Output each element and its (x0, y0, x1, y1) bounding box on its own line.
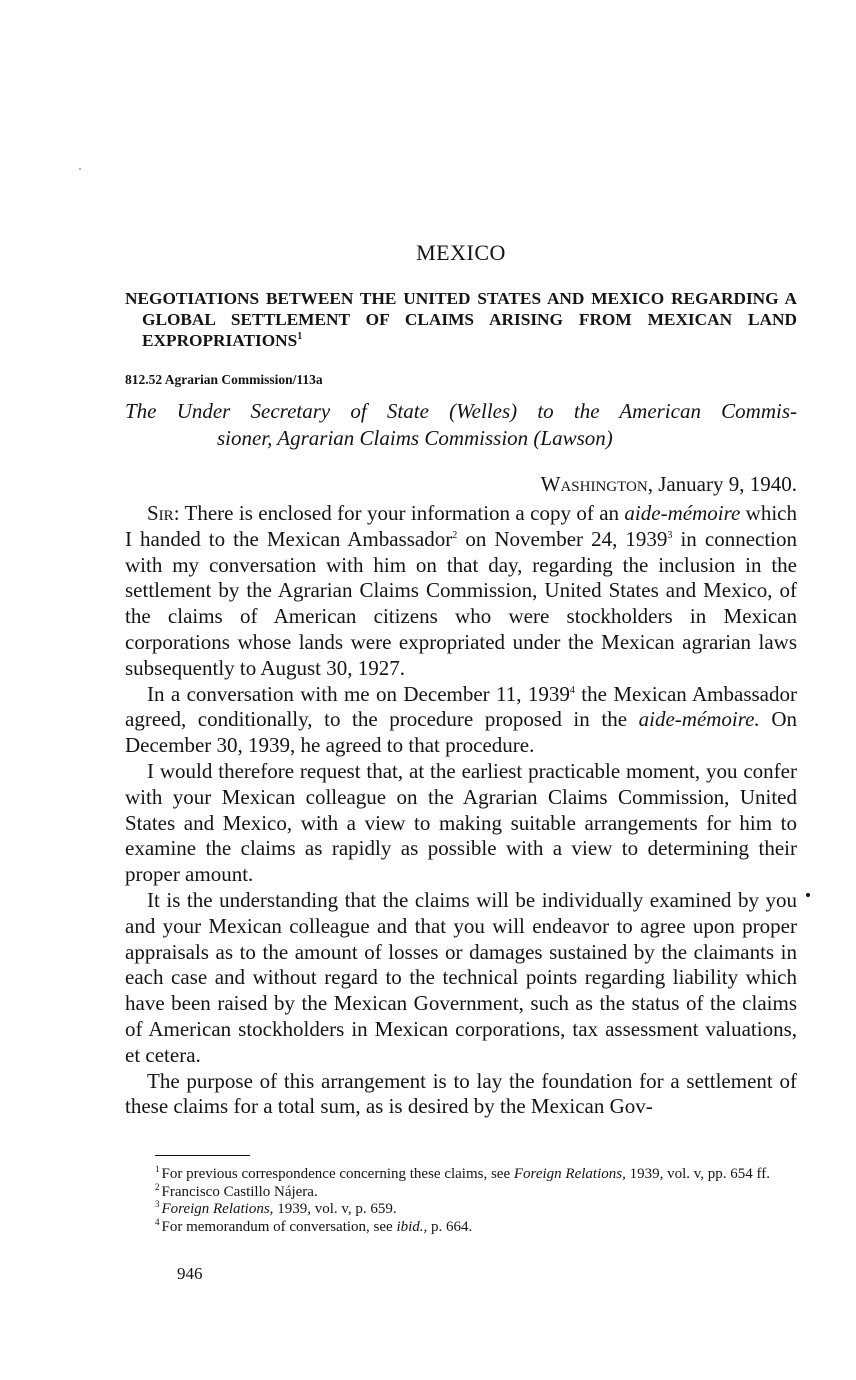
paragraph-2-text-a: In a conversation with me on December 11, 1939 (147, 681, 570, 706)
document-page (125, 0, 797, 1380)
footnote-ref-2: 2 (452, 529, 458, 541)
paragraph-1-text-c: on November 24, 1939 (457, 526, 668, 551)
footnote-1 (125, 1166, 797, 1184)
footnote-1-number: 1 (155, 1164, 160, 1174)
footnote-ref-3: 3 (667, 529, 673, 541)
margin-ink-dot (806, 893, 810, 897)
footnote-4-text-b: p. 664. (427, 1218, 473, 1235)
footnote-ref-1: 1 (297, 331, 303, 343)
paragraph-2 (125, 682, 797, 759)
footnote-1-citation: Foreign Relations, (513, 1166, 626, 1182)
paragraph-2-text-c: On December 30, 1939, he agreed to that procedure. (125, 707, 797, 758)
aide-memoire-term-2b: mémoire. (681, 707, 760, 732)
dateline (541, 472, 797, 497)
dateline-date: , January 9, 1940. (647, 472, 797, 496)
file-number: 812.52 Agrarian Commission/113a (125, 372, 323, 387)
footnote-3-citation: Foreign Relations, (161, 1201, 274, 1217)
aide-memoire-term-1b: mémoire (667, 501, 741, 525)
footnote-3 (125, 1201, 797, 1219)
paragraph-1 (125, 501, 797, 682)
salutation: Sir (147, 501, 174, 525)
footnote-4-number: 4 (155, 1216, 160, 1227)
dateline-place: Washington (540, 472, 648, 496)
footnote-3-text-b: 1939, vol. v, p. 659. (273, 1201, 397, 1217)
footnote-4-citation: ibid., (396, 1218, 428, 1235)
paragraph-5: The purpose of this arrangement is to lay the foundation for a settlement of these claims for a total sum, as is desired by the Mexican Gov- (125, 1068, 797, 1119)
footnote-3-number: 3 (155, 1199, 160, 1209)
footnote-1-text-b: 1939, vol. v, pp. 654 ff. (625, 1166, 770, 1182)
section-heading (125, 288, 797, 351)
footnote-2 (125, 1181, 797, 1202)
document-title (125, 398, 797, 452)
footnotes (125, 1166, 797, 1236)
paragraph-1-text-d: in connection with my conversation with him on that day, regarding the inclusion in the settlement by the Agrarian Claims Commission, United States and Mexico, of the claims of American citizens who were stockholders in Mexican corporations whose lands were expropriated under the Mexican agrarian laws subsequently to August 30, 1927. (125, 526, 798, 680)
paragraph-1-text-b: which I handed to the Mexican Ambassador (125, 501, 797, 551)
aide-memoire-term-1a: aide- (624, 501, 668, 525)
section-heading-text: NEGOTIATIONS BETWEEN THE UNITED STATES AND MEXICO REGARDING A GLOBAL SETTLEMENT OF CLAIMS ARISING FROM MEXICAN LAND EXPROPRIATIONS (125, 289, 797, 350)
footnote-1-text-a: For previous correspondence concerning these claims, see (161, 1166, 514, 1182)
country-heading: MEXICO (416, 240, 506, 265)
document-title-line-1: The Under Secretary of State (Welles) to the American Commis- (125, 399, 797, 423)
footnote-4 (125, 1216, 797, 1237)
paragraph-3: I would therefore request that, at the earliest practicable moment, you confer with your Mexican colleague on the Agrarian Claims Commission, United States and Mexico, with a view to making suitable arrangements for him to examine the claims as rapidly as possible with a view to determining their proper amount. (125, 758, 797, 887)
aide-memoire-term-2a: aide- (638, 707, 682, 732)
paragraph-4: It is the understanding that the claims will be individually examined by you and your Mexican colleague and that you will endeavor to agree upon proper appraisals as to the amount of losses or damages sustained by the claimants in each case and without regard to the technical points regarding liability which have been raised by the Mexican Government, such as the status of the claims of American stockholders in Mexican corporations, tax assessment valuations, et cetera. (125, 887, 797, 1067)
letter-body (125, 501, 797, 1120)
footnote-4-text-a: For memorandum of conversation, see (161, 1218, 397, 1235)
document-title-line-2: sioner, Agrarian Claims Commission (Lawson) (217, 426, 613, 450)
paragraph-1-text-a: : There is enclosed for your information a copy of an (173, 501, 625, 525)
footnote-rule (155, 1155, 250, 1156)
footnote-2-number: 2 (155, 1181, 160, 1192)
paragraph-2-text-b: the Mexican Ambassador agreed, conditionally, to the procedure proposed in the (125, 681, 797, 732)
footnote-ref-4: 4 (569, 684, 575, 696)
page-number: 946 (177, 1264, 203, 1283)
margin-speck (79, 168, 81, 170)
footnote-2-text: Francisco Castillo Nájera. (161, 1183, 318, 1200)
